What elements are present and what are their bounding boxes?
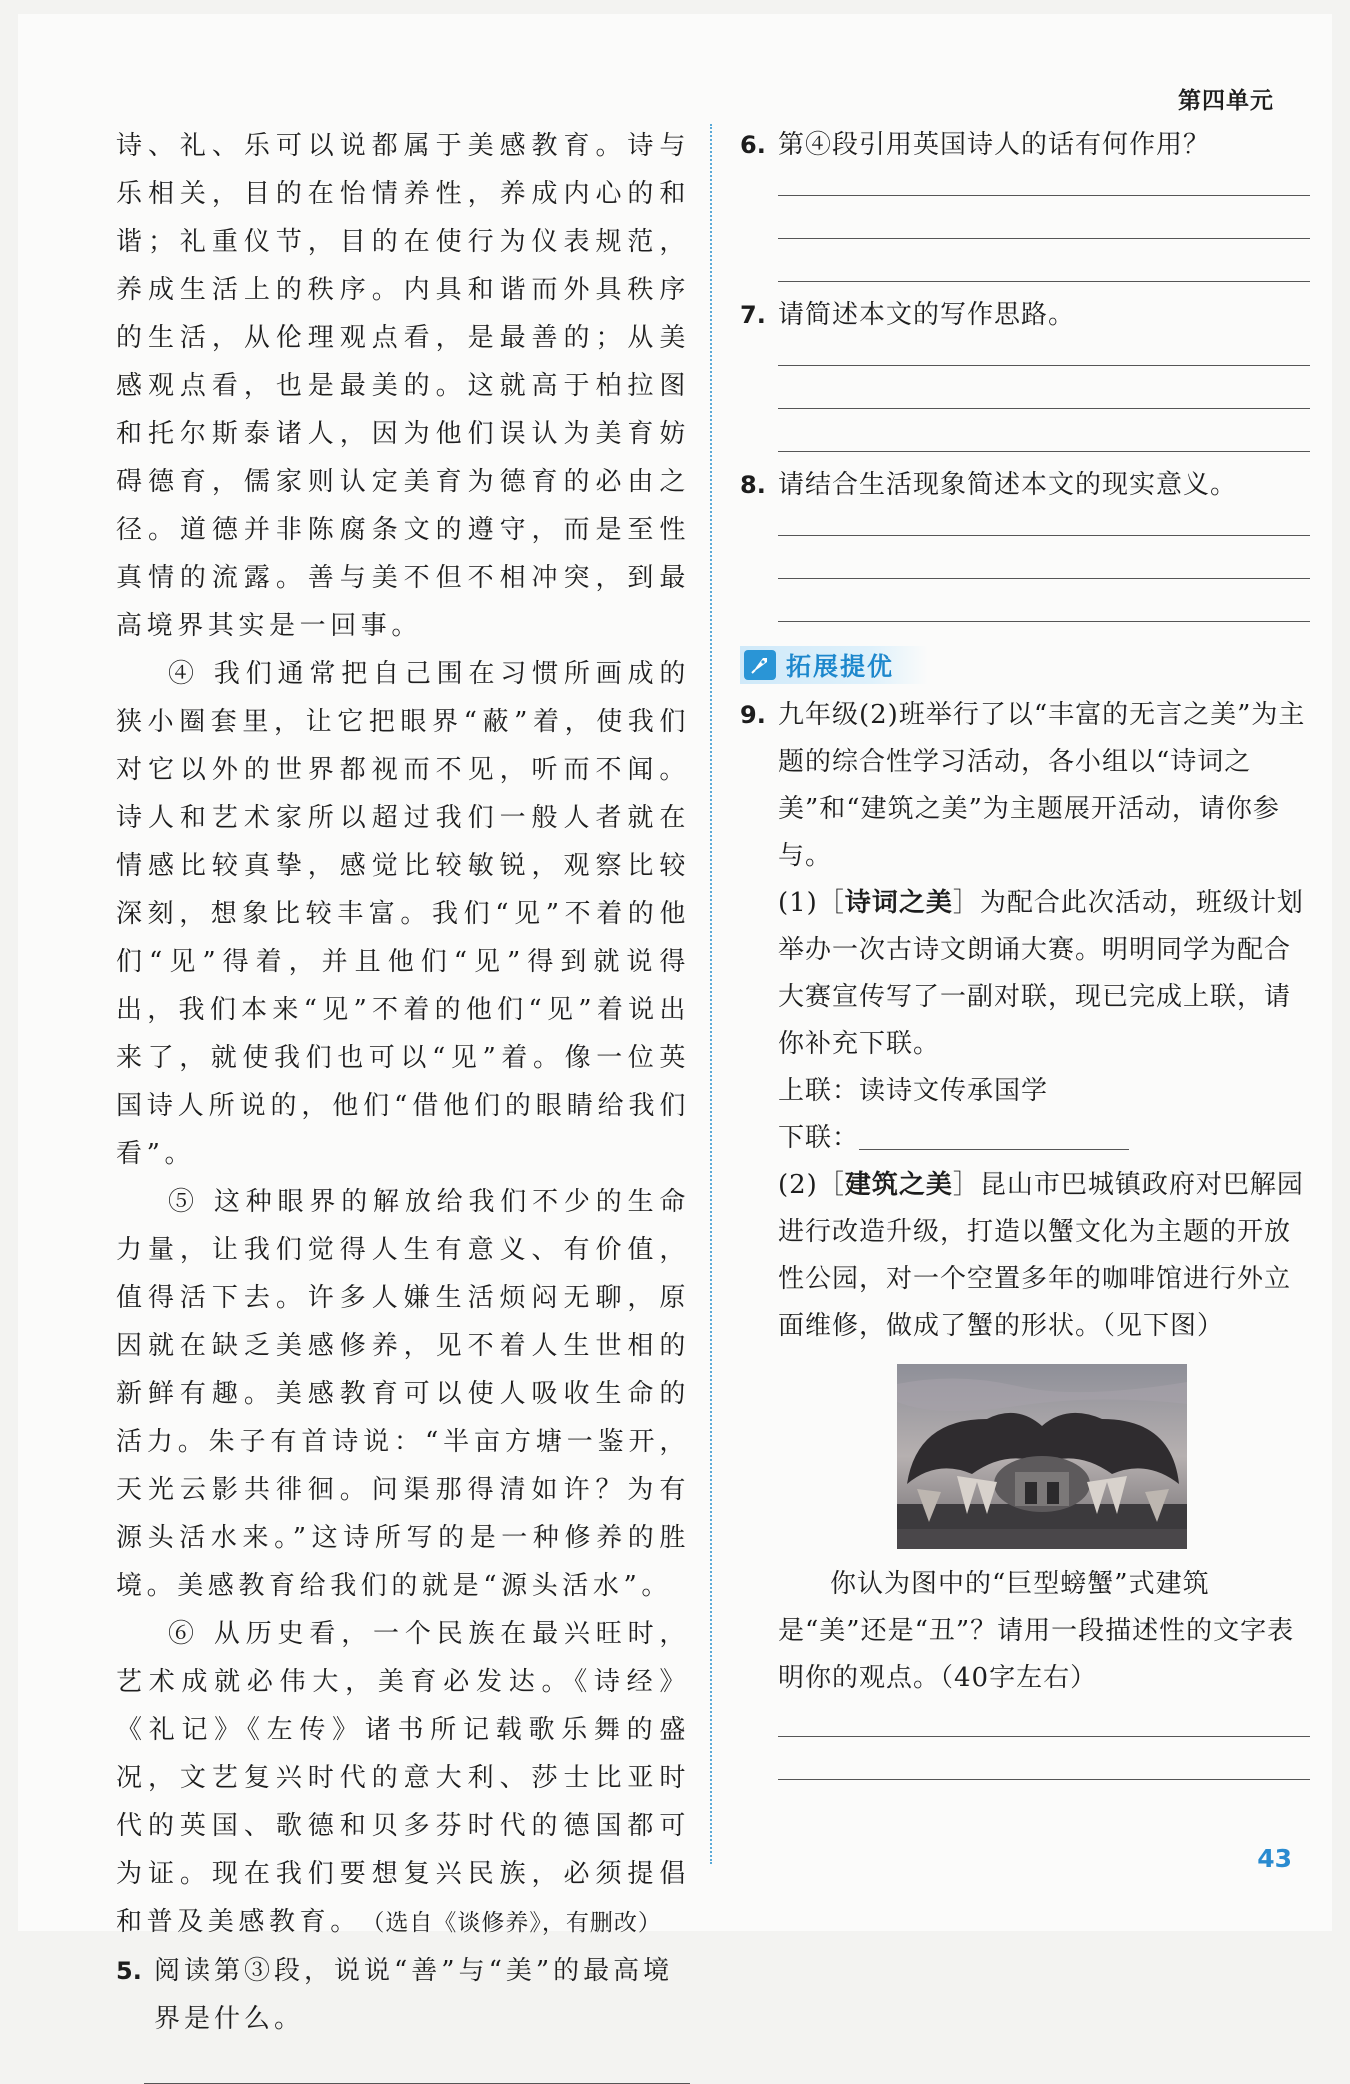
couplet-lower <box>740 1115 1310 1162</box>
source-citation: （选自《谈修养》，有删改） <box>372 1910 662 1936</box>
workbook-page <box>18 14 1332 2034</box>
passage-paragraph-4: ④ 我们通常把自己围在习惯所画成的狭小圈套里，让它把眼界“蔽”着，使我们对它以外的世界都视而不见，听而不闻。诗人和艺术家所以超过我们一般人者就在情感比较真挚，感觉比较敏锐，观察比较深刻，想象比较丰富。我们“见”不着的他们“见”得着，并且他们“见”得到就说得出，我们本来“见”不着的他们“见”着说出来了，就使我们也可以“见”着。像一位英国诗人所说的，他们“借他们的眼睛给我们看”。 <box>116 659 690 1169</box>
couplet-lower-blank[interactable] <box>859 1125 1129 1150</box>
question-8 <box>740 462 1310 509</box>
answer-line-q9-2[interactable] <box>778 1779 1310 1780</box>
paragraph-6-text: ⑥ 从历史看，一个民族在最兴旺时，艺术成就必伟大，美育必发达。《诗经》《礼记》《左传》诸书所记载歌乐舞的盛况，文艺复兴时代的意大利、莎士比亚时代的英国、歌德和贝多芬时代的德国都可为证。现在我们要想复兴民族，必须提倡和普及美感教育。 <box>116 1619 690 1937</box>
rocket-icon <box>744 650 776 680</box>
question-5-number: 5. <box>116 1957 142 1985</box>
answer-line-q8-2[interactable] <box>778 578 1310 579</box>
answer-line-q8-1[interactable] <box>778 535 1310 536</box>
couplet-upper: 上联：读诗文传承国学 <box>778 1076 1049 1106</box>
answer-line-q7-1[interactable] <box>778 365 1310 366</box>
question-9-intro: 九年级(2)班举行了以“丰富的无言之美”为主题的综合性学习活动，各小组以“诗词之美”和“建筑之美”为主题展开活动，请你参与。 <box>778 700 1306 871</box>
question-7 <box>740 292 1310 339</box>
part-1-tag: 诗词之美 <box>844 888 953 918</box>
answer-line-q9-1[interactable] <box>778 1736 1310 1737</box>
question-8-text: 请结合生活现象简述本文的现实意义。 <box>778 470 1238 500</box>
question-6-number: 6. <box>740 131 766 159</box>
section-header <box>740 646 1310 684</box>
part-2-prefix: (2)［ <box>778 1170 845 1200</box>
question-6 <box>740 122 1310 169</box>
part-1-prefix: (1)［ <box>778 888 845 918</box>
left-column <box>116 122 690 2084</box>
answer-line-q7-3[interactable] <box>778 451 1310 452</box>
question-7-text: 请简述本文的写作思路。 <box>778 300 1076 330</box>
question-6-text: 第④段引用英国诗人的话有何作用？ <box>778 130 1211 160</box>
question-9 <box>740 692 1310 880</box>
passage-paragraph-3-cont: 诗、礼、乐可以说都属于美感教育。诗与乐相关，目的在怡情养性，养成内心的和谐；礼重仪节，目的在使行为仪表规范，养成生活上的秩序。内具和谐而外具秩序的生活，从伦理观点看，是最善的；从美感观点看，也是最美的。这就高于柏拉图和托尔斯泰诸人，因为他们误认为美育妨碍德育，儒家则认定美育为德育的必由之径。道德并非陈腐条文的遵守，而是至性真情的流露。善与美不但不相冲突，到最高境界其实是一回事。 <box>116 131 690 641</box>
answer-line-q7-2[interactable] <box>778 408 1310 409</box>
column-divider <box>710 124 712 1864</box>
unit-label: 第四单元 <box>1178 88 1274 114</box>
question-9-part-1 <box>740 880 1310 1068</box>
question-5-text: 阅读第③段，说说“善”与“美”的最高境界是什么。 <box>154 1956 674 2034</box>
question-9-part-2 <box>740 1162 1310 1350</box>
question-9-prompt <box>740 1561 1310 1702</box>
right-column <box>740 122 1310 1780</box>
passage-paragraph-6 <box>116 1610 690 1947</box>
part-2-tag: 建筑之美 <box>844 1170 953 1200</box>
section-title: 拓展提优 <box>786 652 895 681</box>
answer-line-q6-1[interactable] <box>778 195 1310 196</box>
prompt-text: 你认为图中的“巨型螃蟹”式建筑是“美”还是“丑”？请用一段描述性的文字表明你的观点。（40字左右） <box>778 1569 1295 1693</box>
answer-line-q6-3[interactable] <box>778 281 1310 282</box>
passage-paragraph-5: ⑤ 这种眼界的解放给我们不少的生命力量，让我们觉得人生有意义、有价值，值得活下去。许多人嫌生活烦闷无聊，原因就在缺乏美感修养，见不着人生世相的新鲜有趣。美感教育可以使人吸收生命的活力。朱子有首诗说：“半亩方塘一鉴开，天光云影共徘徊。问渠那得清如许？为有源头活水来。”这诗所写的是一种修养的胜境。美感教育给我们的就是“源头活水”。 <box>116 1187 690 1601</box>
section-badge <box>740 646 928 684</box>
crab-building-photo <box>897 1364 1187 1549</box>
part-2-text: ］昆山市巴城镇政府对巴解园进行改造升级，打造以蟹文化为主题的开放性公园，对一个空置多年的咖啡馆进行外立面维修，做成了蟹的形状。（见下图） <box>778 1170 1304 1341</box>
question-5 <box>116 1947 690 2043</box>
part-1-text: ］为配合此次活动，班级计划举办一次古诗文朗诵大赛。明明同学为配合大赛宣传写了一副对联，现已完成上联，请你补充下联。 <box>778 888 1304 1059</box>
question-9-number: 9. <box>740 701 766 729</box>
answer-line-q8-3[interactable] <box>778 621 1310 622</box>
question-7-number: 7. <box>740 301 766 329</box>
question-8-number: 8. <box>740 471 766 499</box>
answer-line-q6-2[interactable] <box>778 238 1310 239</box>
couplet-lower-label: 下联： <box>778 1123 860 1153</box>
page-number: 43 <box>1257 1844 1292 1873</box>
